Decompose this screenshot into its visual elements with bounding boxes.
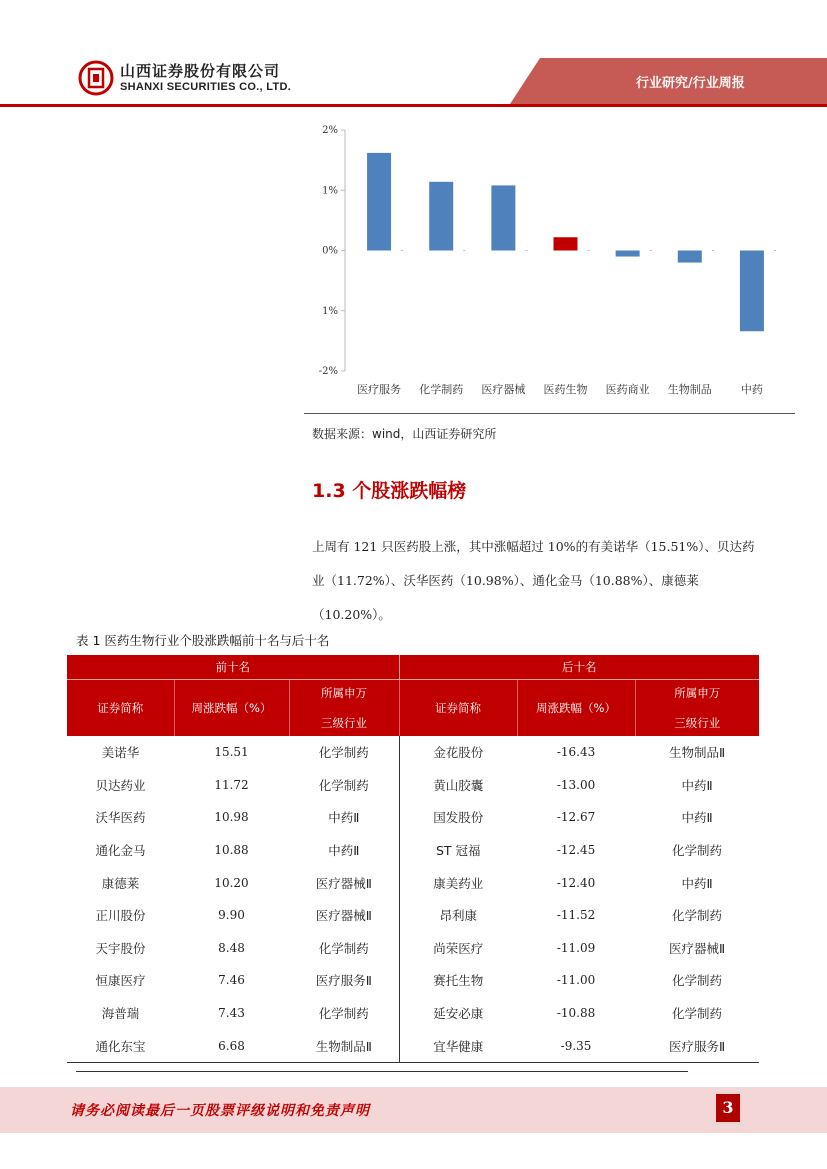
col-industry-header: 所属申万 三级行业 bbox=[635, 680, 759, 737]
stock-name: 国发股份 bbox=[399, 801, 517, 834]
weekly-change: -11.00 bbox=[556, 973, 596, 988]
stock-name: 康德莱 bbox=[101, 875, 140, 891]
weekly-change: -9.35 bbox=[517, 1029, 635, 1062]
industry: 医疗器械Ⅱ bbox=[289, 866, 399, 899]
industry: 化学制药 bbox=[289, 932, 399, 965]
stock-name: 贝达药业 bbox=[95, 777, 146, 793]
col-name-header: 证券简称 bbox=[67, 680, 174, 737]
table-row bbox=[67, 769, 759, 802]
industry: 化学制药 bbox=[672, 908, 723, 924]
stock-name: 尚荣医疗 bbox=[399, 932, 517, 965]
table-row bbox=[67, 834, 759, 867]
table-row bbox=[67, 964, 759, 997]
weekly-change: 10.98 bbox=[214, 810, 249, 825]
weekly-change: -11.09 bbox=[556, 940, 596, 955]
weekly-change: 8.48 bbox=[218, 940, 245, 955]
weekly-change: 7.43 bbox=[218, 1006, 245, 1021]
weekly-change: 6.68 bbox=[174, 1029, 289, 1062]
bar-中药 bbox=[740, 251, 764, 332]
table-row bbox=[67, 932, 759, 965]
bar-生物制品 bbox=[678, 251, 702, 263]
weekly-change: -12.45 bbox=[556, 843, 596, 858]
weekly-change: -12.67 bbox=[556, 810, 596, 825]
weekly-change: 15.51 bbox=[214, 745, 249, 760]
stock-ranking-table bbox=[67, 655, 759, 1063]
stock-name: 天宇股份 bbox=[95, 940, 146, 956]
bar-医药生物 bbox=[554, 237, 578, 250]
industry: 中药Ⅱ bbox=[681, 875, 713, 891]
stock-name: ST 冠福 bbox=[399, 834, 517, 867]
stock-name: 通化金马 bbox=[95, 843, 146, 859]
x-tick-label: 生物制品 bbox=[667, 383, 712, 396]
industry: 化学制药 bbox=[289, 736, 399, 769]
company-name-en: SHANXI SECURITIES CO., LTD. bbox=[120, 81, 292, 93]
industry: 化学制药 bbox=[289, 997, 399, 1030]
table-row bbox=[67, 1029, 759, 1062]
disclaimer-link[interactable]: 请务必阅读最后一页股票评级说明和免责声明 bbox=[70, 1103, 370, 1119]
table-row bbox=[67, 801, 759, 834]
weekly-change: -13.00 bbox=[556, 777, 596, 792]
weekly-change: -10.88 bbox=[556, 1006, 596, 1021]
stock-name: 昂利康 bbox=[399, 899, 517, 932]
industry: 化学制药 bbox=[289, 769, 399, 802]
table-row bbox=[67, 899, 759, 932]
source-divider bbox=[304, 413, 795, 414]
group-header-bottom: 后十名 bbox=[399, 655, 759, 680]
stock-name: 通化东宝 bbox=[67, 1029, 174, 1062]
stock-name: 赛托生物 bbox=[399, 964, 517, 997]
data-source: 数据来源：wind，山西证券研究所 bbox=[312, 427, 497, 441]
company-name-cn: 山西证券股份有限公司 bbox=[120, 62, 281, 80]
footnote-divider bbox=[76, 1071, 688, 1072]
y-tick-label: 1% bbox=[322, 185, 338, 197]
x-tick-label: 医药生物 bbox=[543, 383, 588, 396]
bar-化学制药 bbox=[429, 182, 453, 251]
section-title: 1.3 个股涨跌幅榜 bbox=[312, 480, 467, 502]
stock-name: 宜华健康 bbox=[399, 1029, 517, 1062]
company-logo-icon bbox=[78, 60, 114, 96]
x-tick-label: 中药 bbox=[740, 383, 763, 396]
weekly-change: 10.20 bbox=[214, 875, 249, 890]
stock-name: 沃华医药 bbox=[95, 810, 146, 826]
stock-name: 美诺华 bbox=[101, 745, 140, 761]
x-tick-label: 化学制药 bbox=[419, 383, 464, 396]
bar-医疗器械 bbox=[491, 185, 515, 250]
weekly-change: -16.43 bbox=[556, 745, 596, 760]
industry: 医疗服务Ⅱ bbox=[289, 964, 399, 997]
industry: 生物制品Ⅱ bbox=[668, 745, 726, 761]
bar-医疗服务 bbox=[367, 153, 391, 251]
industry: 医疗器械Ⅱ bbox=[289, 899, 399, 932]
weekly-change: 7.46 bbox=[218, 973, 245, 988]
stock-name: 康美药业 bbox=[399, 866, 517, 899]
y-tick-label: 0% bbox=[322, 245, 338, 257]
stock-name: 海普瑞 bbox=[101, 1006, 140, 1022]
bar-医药商业 bbox=[616, 251, 640, 257]
industry: 中药Ⅱ bbox=[289, 834, 399, 867]
table-row bbox=[67, 997, 759, 1030]
weekly-change: 11.72 bbox=[214, 777, 249, 792]
table-row bbox=[67, 866, 759, 899]
stock-name: 恒康医疗 bbox=[95, 973, 146, 989]
weekly-change: -12.40 bbox=[556, 875, 596, 890]
x-tick-label: 医药商业 bbox=[605, 383, 650, 396]
industry: 医疗服务Ⅱ bbox=[635, 1029, 759, 1062]
table-row bbox=[67, 736, 759, 769]
stock-name: 正川股份 bbox=[95, 908, 146, 924]
industry: 中药Ⅱ bbox=[681, 810, 713, 826]
y-tick-label: 1% bbox=[322, 305, 338, 317]
report-type: 行业研究/行业周报 bbox=[636, 76, 745, 91]
group-header-top: 前十名 bbox=[67, 655, 399, 680]
page-number: 3 bbox=[716, 1094, 740, 1122]
weekly-change: -11.52 bbox=[556, 908, 596, 923]
y-tick-label: -2% bbox=[318, 366, 338, 377]
weekly-change: 10.88 bbox=[214, 843, 249, 858]
industry: 化学制药 bbox=[672, 973, 723, 989]
table-caption: 表 1 医药生物行业个股涨跌幅前十名与后十名 bbox=[76, 633, 330, 648]
stock-name: 延安必康 bbox=[399, 997, 517, 1030]
industry: 化学制药 bbox=[672, 843, 723, 859]
industry: 中药Ⅱ bbox=[289, 801, 399, 834]
col-change-header: 周涨跌幅（%） bbox=[174, 680, 289, 737]
stock-name: 黄山胶囊 bbox=[399, 769, 517, 802]
industry-change-bar-chart bbox=[300, 118, 800, 418]
weekly-change: 9.90 bbox=[218, 908, 245, 923]
stock-name: 金花股份 bbox=[399, 736, 517, 769]
industry: 医疗器械Ⅱ bbox=[668, 940, 726, 956]
industry: 中药Ⅱ bbox=[681, 777, 713, 793]
industry: 生物制品Ⅱ bbox=[289, 1029, 399, 1062]
col-industry-header: 所属申万 三级行业 bbox=[289, 680, 399, 737]
x-tick-label: 医疗器械 bbox=[481, 383, 526, 396]
summary-paragraph: 上周有 121 只医药股上涨，其中涨幅超过 10%的有美诺华（15.51%）、贝达药业（11.72%）、沃华医药（10.98%）、通化金马（10.88%）、康德莱（10.20%）。 bbox=[312, 539, 755, 622]
x-tick-label: 医疗服务 bbox=[357, 383, 402, 396]
y-tick-label: 2% bbox=[322, 125, 338, 136]
col-change-header: 周涨跌幅（%） bbox=[517, 680, 635, 737]
industry: 化学制药 bbox=[672, 1006, 723, 1022]
col-name-header: 证券简称 bbox=[399, 680, 517, 737]
